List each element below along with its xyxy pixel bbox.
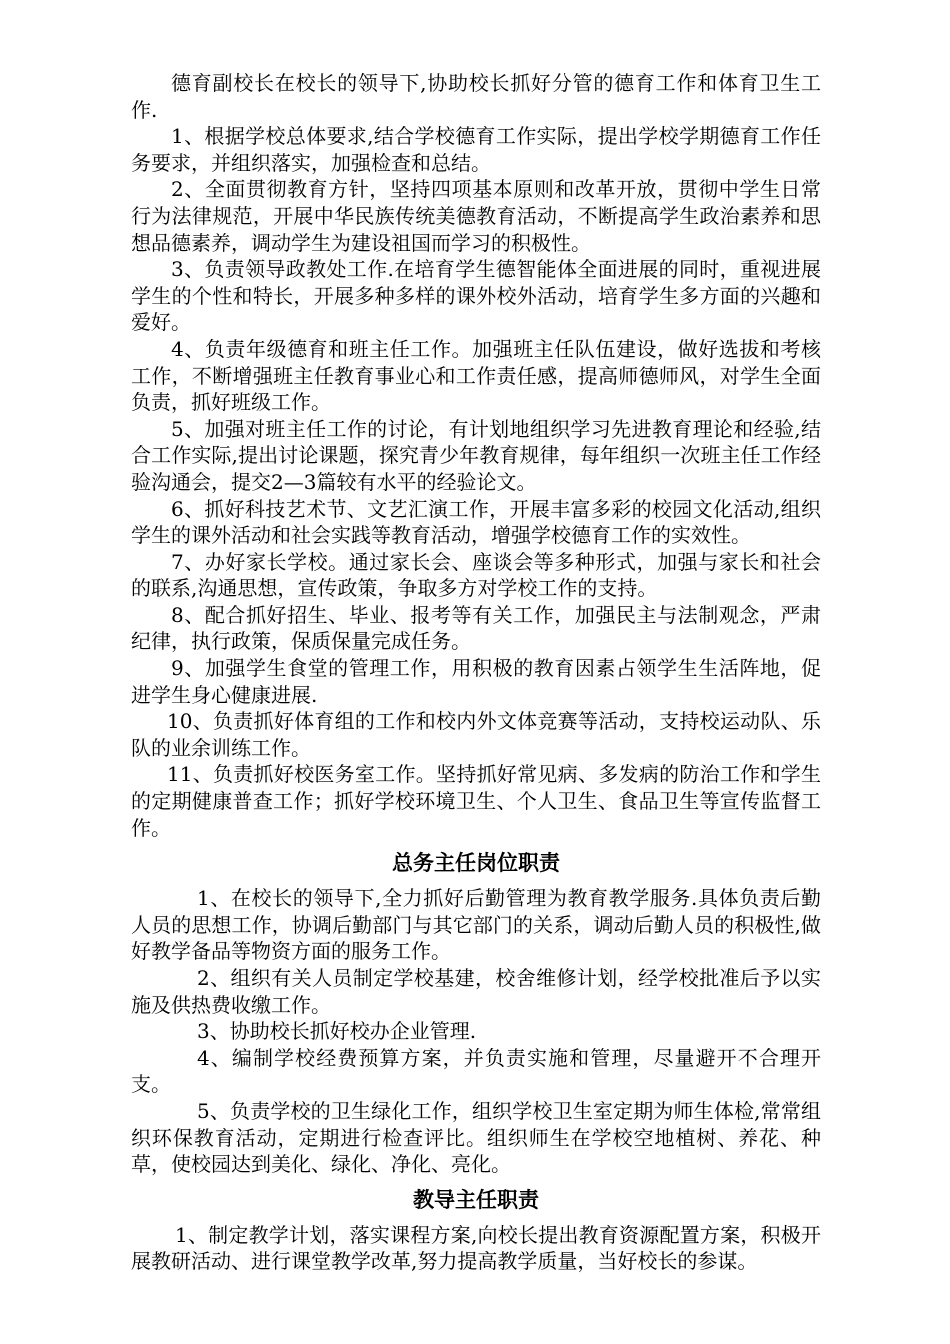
document-page <box>131 70 821 1275</box>
duty-item: 9、加强学生食堂的管理工作，用积极的教育因素占领学生生活阵地，促进学生身心健康进展. <box>131 656 821 707</box>
duty-item: 8、配合抓好招生、毕业、报考等有关工作，加强民主与法制观念，严肃纪律，执行政策，保质保量完成任务。 <box>131 602 821 654</box>
duty-item: 1、在校长的领导下,全力抓好后勤管理为教育教学服务.具体负责后勤人员的思想工作，协调后勤部门与其它部门的关系，调动后勤人员的积极性,做好教学备品等物资方面的服务工作。 <box>131 886 821 964</box>
section-heading: 总务主任岗位职责 <box>392 851 560 876</box>
intro-paragraph: 德育副校长在校长的领导下,协助校长抓好分管的德育工作和体育卫生工作. <box>131 71 821 122</box>
duty-item: 2、全面贯彻教育方针，坚持四项基本原则和改革开放，贯彻中学生日常行为法律规范，开展中华民族传统美德教育活动，不断提高学生政治素养和思想品德素养，调动学生为建设祖国而学习的积极性。 <box>131 177 821 255</box>
duty-item: 5、加强对班主任工作的讨论，有计划地组织学习先进教育理论和经验,结合工作实际,提出讨论课题，探究青少年教育规律，每年组织一次班主任工作经验沟通会，提交2—3篇较有水平的经验论文。 <box>131 416 821 494</box>
duty-item: 6、抓好科技艺术节、文艺汇演工作，开展丰富多彩的校园文化活动,组织学生的课外活动和社会实践等教育活动，增强学校德育工作的实效性。 <box>131 496 821 548</box>
duty-item: 3、负责领导政教处工作.在培育学生德智能体全面进展的同时，重视进展学生的个性和特长，开展多种多样的课外校外活动，培育学生多方面的兴趣和爱好。 <box>131 257 821 335</box>
duty-item: 4、负责年级德育和班主任工作。加强班主任队伍建设，做好选拔和考核工作，不断增强班主任教育事业心和工作责任感，提高师德师风，对学生全面负责，抓好班级工作。 <box>131 336 821 415</box>
duty-item: 2、组织有关人员制定学校基建，校舍维修计划，经学校批准后予以实施及供热费收缴工作。 <box>131 966 821 1017</box>
duty-item: 7、办好家长学校。通过家长会、座谈会等多种形式，加强与家长和社会的联系,沟通思想，宣传政策，争取多方对学校工作的支持。 <box>131 549 821 601</box>
section-heading: 教导主任职责 <box>413 1187 539 1212</box>
duty-item: 1、根据学校总体要求,结合学校德育工作实际，提出学校学期德育工作任务要求，并组织落实，加强检查和总结。 <box>131 124 821 175</box>
duty-item: 4、编制学校经费预算方案，并负责实施和管理，尽量避开不合理开支。 <box>131 1045 821 1097</box>
duty-item: 5、负责学校的卫生绿化工作，组织学校卫生室定期为师生体检,常常组织环保教育活动，定期进行检查评比。组织师生在学校空地植树、养花、种草，使校园达到美化、绿化、净化、亮化。 <box>131 1098 821 1177</box>
duty-item: 1、制定教学计划，落实课程方案,向校长提出教育资源配置方案，积极开展教研活动、进行课堂教学改革,努力提高教学质量，当好校长的参谋。 <box>131 1222 821 1274</box>
duty-item: 3、协助校长抓好校办企业管理. <box>197 1019 477 1044</box>
duty-item: 10、负责抓好体育组的工作和校内外文体竞赛等活动，支持校运动队、乐队的业余训练工作。 <box>131 709 821 760</box>
duty-item: 11、负责抓好校医务室工作。坚持抓好常见病、多发病的防治工作和学生的定期健康普查工作；抓好学校环境卫生、个人卫生、食品卫生等宣传监督工作。 <box>131 762 821 840</box>
